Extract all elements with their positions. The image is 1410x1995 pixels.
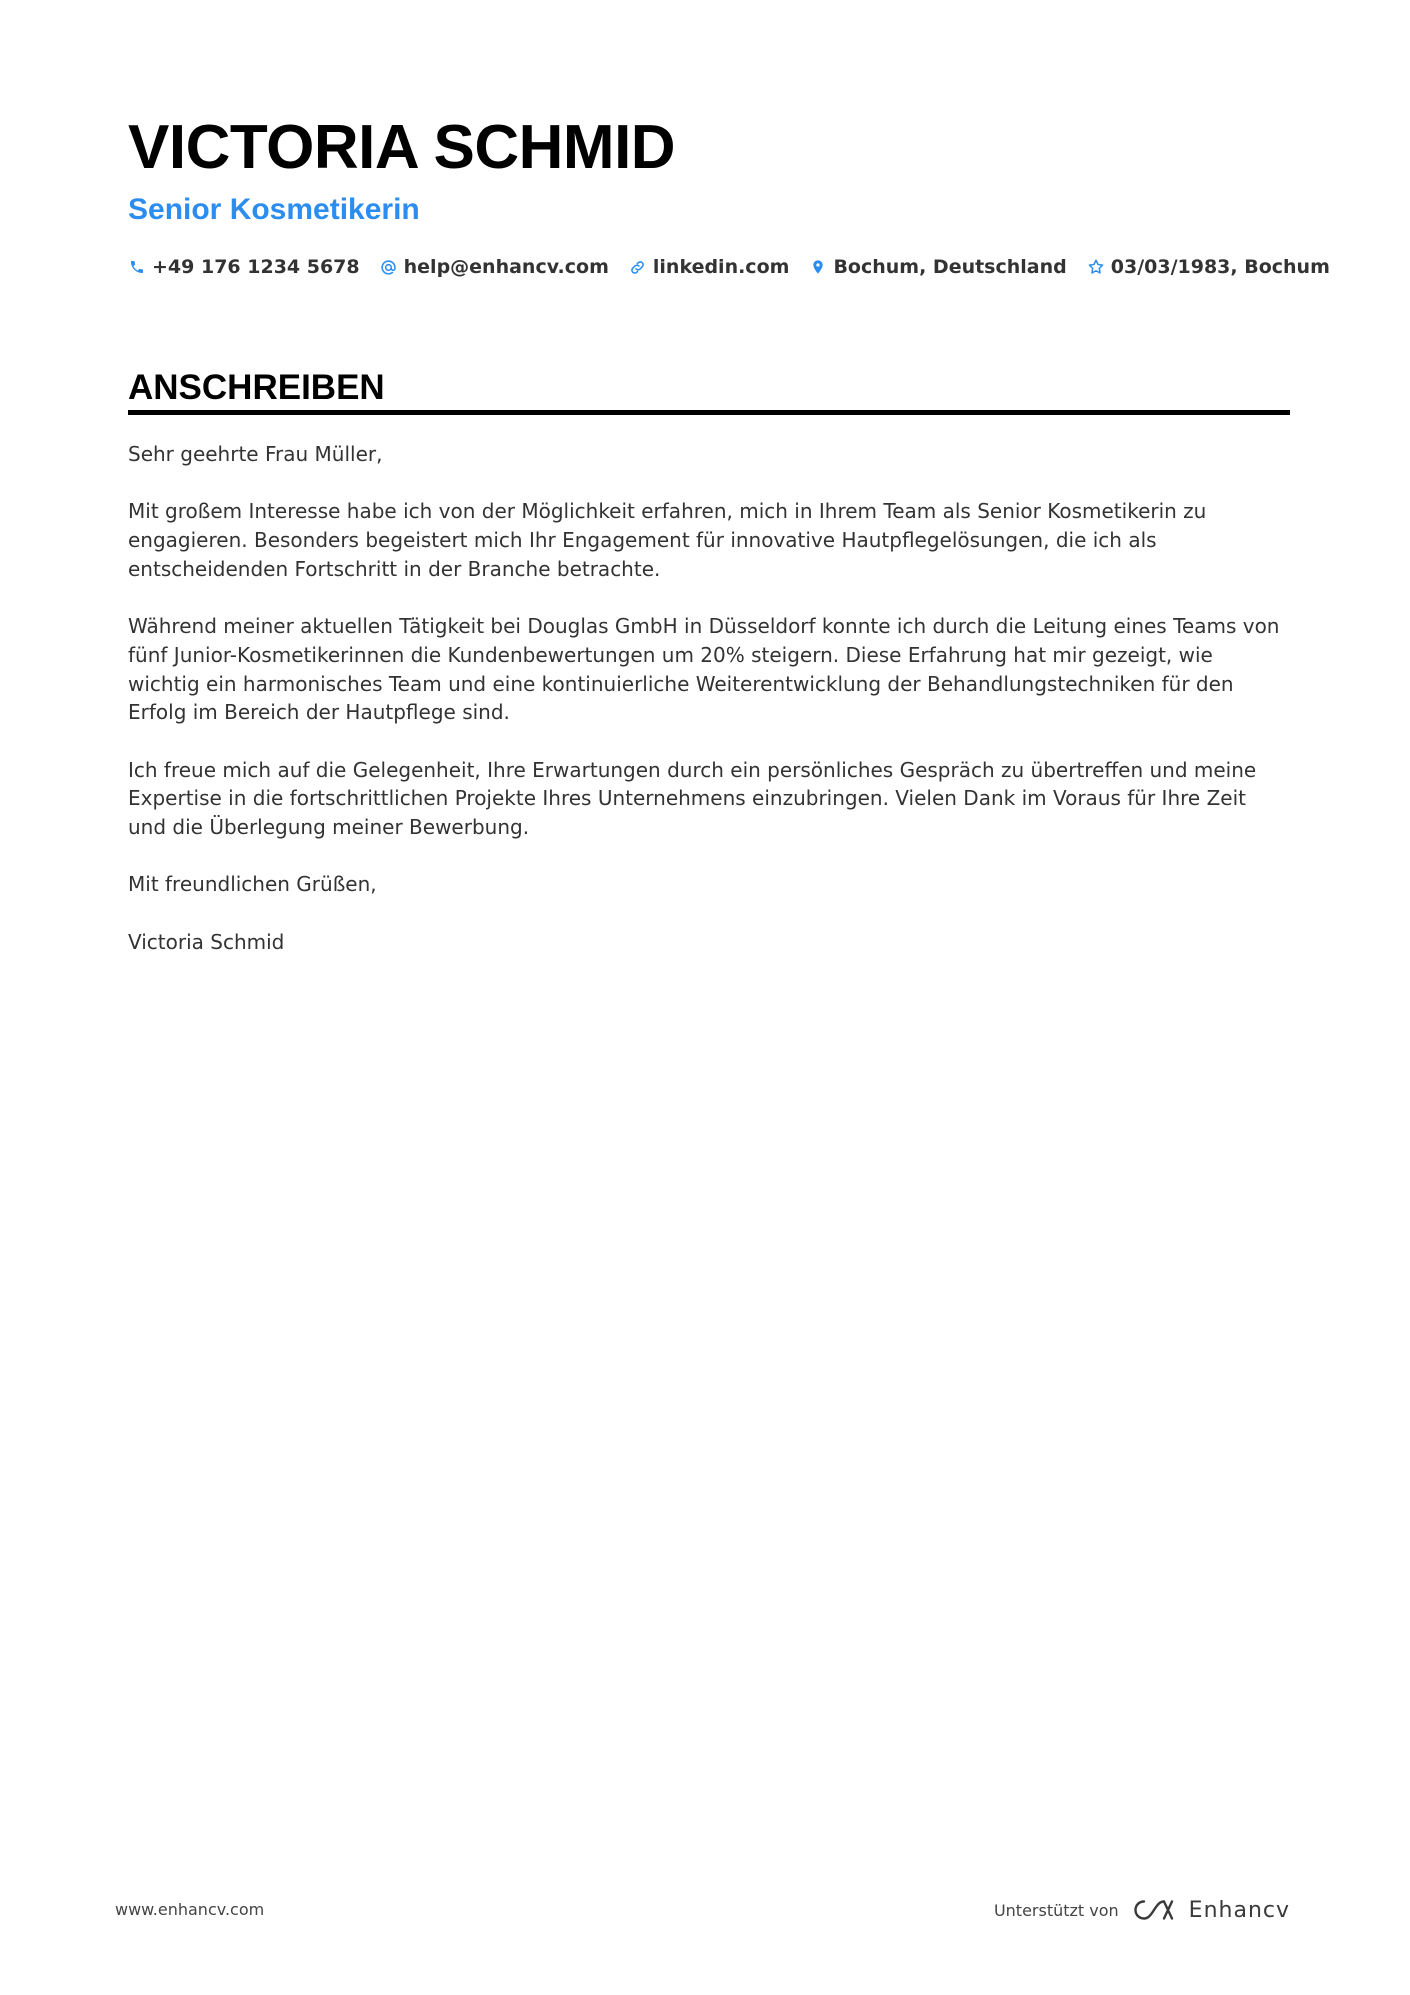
contact-location-text: Bochum, Deutschland: [833, 256, 1067, 278]
contact-phone: [128, 252, 360, 282]
star-icon: [1087, 258, 1105, 276]
contact-email: [380, 252, 609, 282]
page-footer: [0, 1890, 1410, 1930]
contact-email-text: help@enhancv.com: [403, 256, 609, 278]
contact-bar: [128, 252, 1350, 282]
section-divider: [128, 410, 1290, 415]
at-icon: [380, 258, 398, 276]
letter-salutation: Sehr geehrte Frau Müller,: [128, 442, 383, 466]
contact-birth: [1087, 252, 1330, 282]
footer-url[interactable]: www.enhancv.com: [115, 1900, 265, 1919]
footer-brand: [994, 1890, 1290, 1930]
letter-paragraph: Mit großem Interesse habe ich von der Möglichkeit erfahren, mich in Ihrem Team als Senior Kosmetikerin zu engagieren. Besonders begeistert mich Ihr Engagement für innovative Hautpflegelösungen, die ich als entscheidenden Fortschritt in der Branche betrachte.: [128, 499, 1207, 581]
footer-powered-by: Unterstützt von: [993, 1900, 1119, 1920]
candidate-name: VICTORIA SCHMID: [128, 113, 676, 182]
enhancv-logo-text: Enhancv: [1188, 1897, 1290, 1923]
contact-birth-text: 03/03/1983, Bochum: [1110, 256, 1330, 278]
letter-closing: Mit freundlichen Grüßen,: [128, 872, 377, 897]
contact-location: [809, 252, 1066, 282]
letter-paragraph: Während meiner aktuellen Tätigkeit bei Douglas GmbH in Düsseldorf konnte ich durch die Leitung eines Teams von fünf Junior-Kosmetikerinnen die Kundenbewertungen um 20% steigern. Diese Erfahrung hat mir gezeigt, wie wichtig ein harmonisches Team und eine kontinuierliche Weiterentwicklung der Behandlungstechniken für den Erfolg im Bereich der Hautpflege sind.: [128, 614, 1280, 725]
letter-signature: Victoria Schmid: [128, 929, 285, 954]
location-pin-icon: [809, 258, 827, 276]
link-icon: [629, 258, 647, 276]
contact-linkedin-text: linkedin.com: [652, 256, 790, 278]
letter-body: [128, 440, 1290, 985]
letter-paragraph: Ich freue mich auf die Gelegenheit, Ihre Erwartungen durch ein persönliches Gespräch zu übertreffen und meine Expertise in die fortschrittlichen Projekte Ihres Unternehmens einzubringen. Vielen Dank im Voraus für Ihre Zeit und die Überlegung meiner Bewerbung.: [128, 757, 1257, 840]
phone-icon: [128, 258, 146, 276]
job-title: Senior Kosmetikerin: [128, 193, 420, 226]
contact-linkedin: [629, 252, 790, 282]
section-title: ANSCHREIBEN: [128, 368, 385, 407]
enhancv-logo-icon: [1131, 1897, 1177, 1923]
contact-phone-text: +49 176 1234 5678: [152, 256, 360, 278]
